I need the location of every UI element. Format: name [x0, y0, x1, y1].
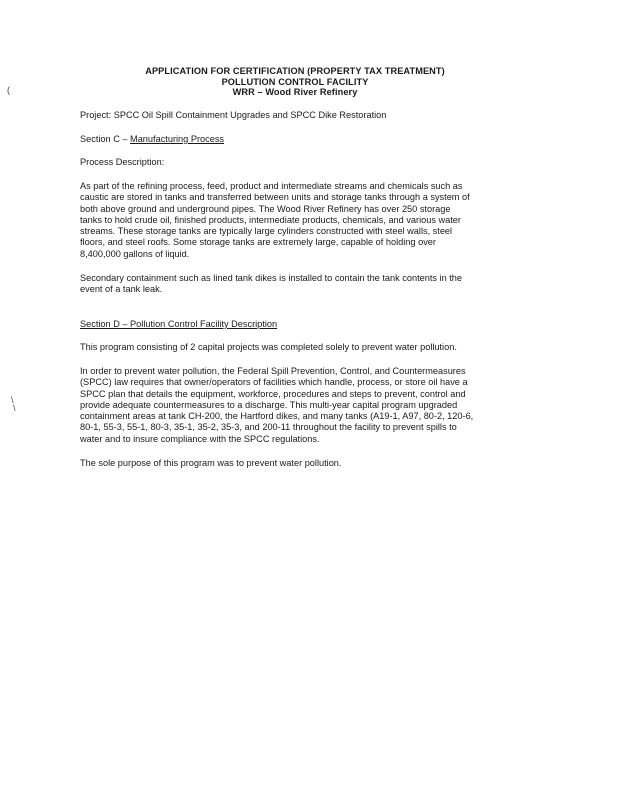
text-line: As part of the refining process, feed, product and intermediate streams and chemicals such as: [80, 181, 463, 191]
text-line: (SPCC) law requires that owner/operators of facilities which handle, process, or store oil have a: [80, 377, 468, 388]
text-line: 8,400,000 gallons of liquid.: [80, 248, 190, 259]
project-line: Project: SPCC Oil Spill Containment Upgrades and SPCC Dike Restoration: [80, 110, 387, 120]
text-line: floors, and steel roofs. Some storage tanks are extremely large, capable of holding over: [80, 237, 436, 248]
header-subtitle: POLLUTION CONTROL FACILITY: [221, 76, 369, 87]
text-line: streams. These storage tanks are typically large cylinders constructed with steel walls, steel: [80, 226, 453, 237]
margin-mark: (: [7, 85, 10, 95]
text-line: event of a tank leak.: [80, 284, 163, 295]
text-line: provide adequate countermeasures to a discharge. This multi-year capital program upgraded: [80, 399, 458, 410]
text-line: both above ground and underground pipes. The Wood River Refinery has over 250 storage: [80, 203, 451, 214]
text-line: caustic are stored in tanks and transferred between units and storage tanks through a system of: [80, 192, 470, 203]
section-c-heading: [80, 134, 224, 146]
spcc-paragraph: [80, 366, 520, 445]
section-c-title: Manufacturing Process: [130, 134, 225, 144]
containment-paragraph: [80, 273, 520, 296]
process-description-label: Process Description:: [80, 157, 165, 167]
text-line: SPCC plan that details the equipment, workforce, procedures and steps to prevent, control and: [80, 388, 466, 399]
header-title: APPLICATION FOR CERTIFICATION (PROPERTY TAX TREATMENT): [145, 66, 445, 76]
text-line: water and to insure compliance with the SPCC regulations.: [80, 433, 320, 444]
program-statement: This program consisting of 2 capital projects was completed solely to prevent water pollution.: [80, 342, 457, 352]
text-line: 80-1, 55-3, 55-1, 80-3, 35-1, 35-2, 35-3, and 200-11 throughout the facility to prevent spills to: [80, 422, 457, 433]
document-header: [110, 66, 480, 98]
process-paragraph: [80, 181, 520, 260]
text-line: tanks to hold crude oil, finished products, intermediate products, chemicals, and various water: [80, 214, 461, 225]
header-facility: WRR – Wood River Refinery: [232, 87, 358, 97]
section-c-prefix: Section C –: [80, 134, 131, 144]
text-line: In order to prevent water pollution, the Federal Spill Prevention, Control, and Countermeasures: [80, 366, 466, 376]
margin-mark: \: [13, 403, 16, 413]
section-d-heading: Section D – Pollution Control Facility Description: [80, 319, 278, 329]
text-line: Secondary containment such as lined tank dikes is installed to contain the tank contents in the: [80, 273, 463, 283]
margin-mark: \: [11, 395, 14, 405]
purpose-statement: The sole purpose of this program was to prevent water pollution.: [80, 458, 342, 468]
text-line: containment areas at tank CH-200, the Hartford dikes, and many tanks (A19-1, A97, 80-2, 120-6,: [80, 411, 474, 422]
